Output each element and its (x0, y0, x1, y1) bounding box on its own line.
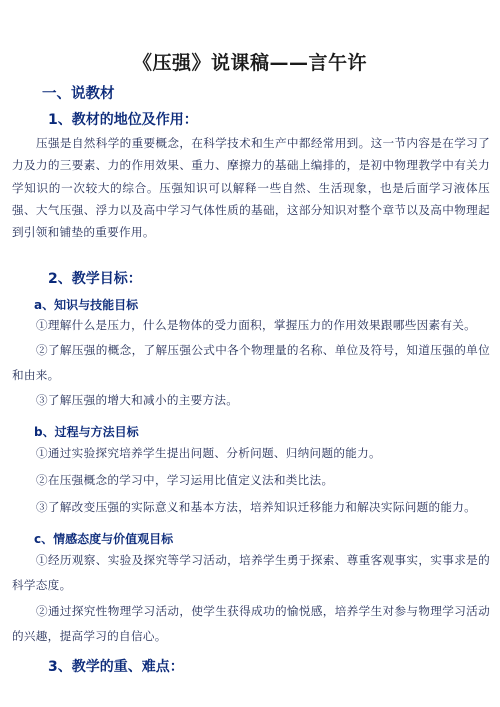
goal-c-heading: c、情感态度与价值观目标 (34, 532, 174, 546)
goal-a-item-2: ②了解压强的概念，了解压强公式中各个物理量的名称、单位及符号，知道压强的单位和由来。 (12, 343, 490, 382)
goal-b-heading: b、过程与方法目标 (34, 425, 139, 439)
subheading-key-points: 3、教学的重、难点： (48, 659, 184, 675)
goal-a-heading: a、知识与技能目标 (34, 298, 139, 312)
goal-a-item-3: ③了解压强的增大和减小的主要方法。 (36, 393, 239, 407)
goal-b-item-2: ②在压强概念的学习中，学习运用比值定义法和类比法。 (36, 473, 334, 487)
goal-a-item-1: ①理解什么是压力，什么是物体的受力面积，掌握压力的作用效果跟哪些因素有关。 (36, 318, 477, 332)
document-title: 《压强》说课稿——言午许 (132, 52, 367, 74)
goal-c-item-1: ①经历观察、实验及探究等学习活动，培养学生勇于探索、尊重客观事实，实事求是的科学态度。 (12, 553, 490, 592)
intro-paragraph: 压强是自然科学的重要概念，在科学技术和生产中都经常用到。这一节内容是在学习了力及力的三要素、力的作用效果、重力、摩擦力的基础上编排的，是初中物理教学中有关力学知识的一次较大的综合。压强知识可以解释一些自然、生活现象，也是后面学习液体压强、大气压强、浮力以及高中学习气体性质的基础，这部分知识对整个章节以及高中物理起到引领和铺垫的重要作用。 (12, 136, 490, 240)
subheading-teaching-goals: 2、教学目标： (48, 271, 142, 287)
section-heading-teaching-material: 一、说教材 (42, 86, 115, 102)
goal-b-item-1: ①通过实验探究培养学生提出问题、分析问题、归纳问题的能力。 (36, 446, 381, 460)
goal-b-item-3: ③了解改变压强的实际意义和基本方法，培养知识迁移能力和解决实际问题的能力。 (36, 500, 477, 514)
goal-c-item-2: ②通过探究性物理学习活动，使学生获得成功的愉悦感，培养学生对参与物理学习活动的兴趣，提高学习的自信心。 (12, 604, 490, 643)
subheading-status-and-role: 1、教材的地位及作用： (48, 112, 198, 128)
